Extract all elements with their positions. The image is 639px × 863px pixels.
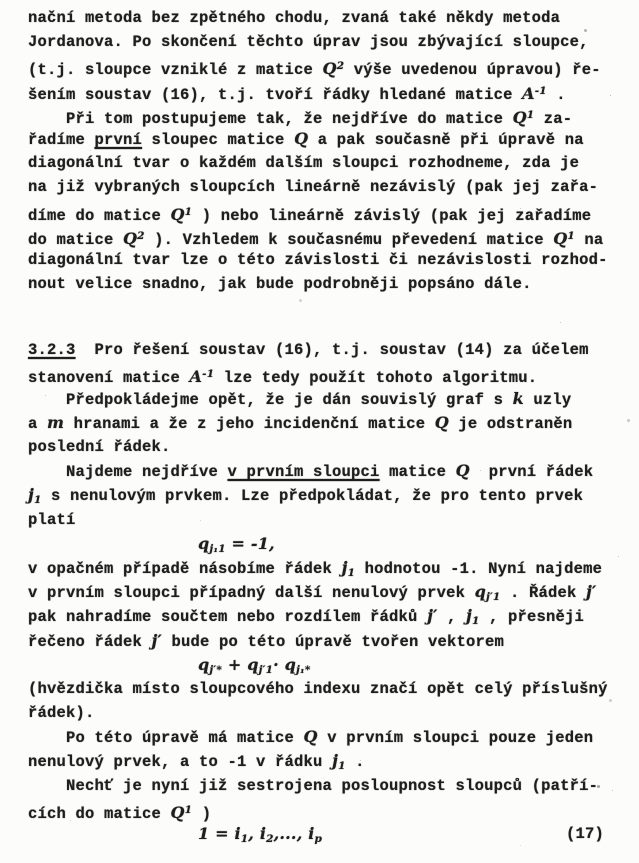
typed-text: Najdeme nejdříve xyxy=(66,463,228,482)
typed-text: diagonální tvar o každém dalším sloupci rozhodneme, zda je xyxy=(28,154,580,173)
text-line xyxy=(28,54,626,78)
typed-text: nenulový prvek, a to -1 v řádku xyxy=(28,753,333,772)
handwritten-symbol: 1 xyxy=(184,205,193,218)
formula-line xyxy=(28,822,626,846)
typed-text: Nechť je nyní již sestrojena posloupnost sloupců (patří- xyxy=(66,776,599,795)
typed-text: platí xyxy=(28,510,76,529)
typed-text: Předpokládejme opět, že je dán souvislý graf s xyxy=(66,390,513,409)
handwritten-symbol: k xyxy=(512,388,524,408)
underlined-text: první xyxy=(94,130,143,149)
handwritten-symbol: q xyxy=(198,533,210,553)
handwritten-symbol: Q xyxy=(322,59,337,79)
handwritten-symbol: j xyxy=(466,606,473,626)
text-line xyxy=(28,411,626,435)
handwritten-symbol: j xyxy=(28,485,34,505)
text-line xyxy=(28,6,626,30)
typed-text: . xyxy=(345,753,365,772)
handwritten-symbol: 1 xyxy=(240,833,249,845)
typed-text: cích do matice xyxy=(28,804,171,823)
text-line xyxy=(28,338,626,362)
handwritten-symbol: Q xyxy=(303,727,318,747)
handwritten-symbol: j′1 xyxy=(258,663,274,676)
text-line xyxy=(28,749,626,773)
typed-text: první řádek xyxy=(469,463,594,482)
typed-text: Při tom postupujeme tak, že nejdříve do matice xyxy=(66,109,513,128)
handwritten-symbol: q xyxy=(247,654,259,674)
text-line xyxy=(28,774,626,798)
handwritten-symbol: 1 xyxy=(347,566,356,579)
handwritten-symbol: j xyxy=(332,751,339,771)
typed-text: je odstraněn xyxy=(448,414,573,433)
text-line xyxy=(28,224,626,248)
typed-text: hodnotou -1. Nyní najdeme xyxy=(355,559,603,578)
text-line xyxy=(28,459,626,483)
typed-text: s nenulovým prvkem. Lze předpokládat, že pro tento prvek xyxy=(41,487,584,506)
handwritten-symbol: 2 xyxy=(336,60,345,73)
text-line xyxy=(28,200,626,224)
text-line xyxy=(28,483,626,507)
typed-text: , přesněji xyxy=(479,608,585,627)
handwritten-symbol: j xyxy=(341,557,348,577)
text-line xyxy=(28,677,626,701)
handwritten-symbol: j′ xyxy=(585,582,597,602)
handwritten-symbol: Q xyxy=(294,128,309,148)
typed-text: stanovení matice xyxy=(28,369,190,388)
typed-text: Po této úpravě má matice xyxy=(66,729,304,748)
typed-text: lze tedy použít tohoto algoritmu. xyxy=(214,369,538,388)
handwritten-symbol: 1 xyxy=(472,615,480,628)
text-line xyxy=(28,580,626,604)
typed-text: a xyxy=(28,414,48,433)
text-line xyxy=(28,798,626,822)
typed-text: řečeno řádek xyxy=(28,632,152,651)
underlined-text: 3.2.3 xyxy=(28,341,76,360)
text-line xyxy=(28,248,626,272)
handwritten-symbol: 2 xyxy=(266,833,274,845)
text-line xyxy=(28,556,626,580)
handwritten-symbol: j′ xyxy=(151,630,162,650)
handwritten-symbol: p xyxy=(314,833,323,845)
text-line xyxy=(28,151,626,175)
typed-text: pak nahradíme součtem nebo rozdílem řádků xyxy=(28,608,428,627)
handwritten-symbol: · xyxy=(273,654,285,674)
underlined-text: v prvním sloupci xyxy=(227,463,380,482)
text-line xyxy=(28,629,626,653)
handwritten-symbol: q xyxy=(474,582,486,602)
typed-text: ). Vzhledem k současnému převedení matice xyxy=(144,230,554,249)
handwritten-symbol: j′* xyxy=(209,663,223,676)
text-line xyxy=(28,701,626,725)
typed-text: v prvním sloupci případný další nenulový prvek xyxy=(28,584,475,603)
scan-noise xyxy=(0,0,1,1)
handwritten-symbol: q xyxy=(284,654,297,674)
typed-text: bude po této úpravě tvořen vektorem xyxy=(161,632,505,651)
typed-text: Pro řešení soustav (16), t.j. soustav (14) za účelem xyxy=(75,341,589,360)
handwritten-symbol: j′1 xyxy=(485,591,501,604)
handwritten-symbol: 1 xyxy=(338,760,346,773)
typed-text: do matice xyxy=(28,230,124,249)
text-line xyxy=(28,362,626,386)
handwritten-symbol: , i xyxy=(248,824,267,843)
typed-text: nační metoda bez zpětného chodu, zvaná také někdy metoda xyxy=(28,9,561,27)
handwritten-symbol: -1 xyxy=(534,84,547,97)
handwritten-symbol: Q xyxy=(434,412,449,432)
text-line xyxy=(28,435,626,459)
handwritten-symbol: j₁1 xyxy=(209,542,226,555)
handwritten-symbol: q xyxy=(198,654,210,674)
handwritten-symbol: j₁* xyxy=(296,663,311,676)
handwritten-symbol: A xyxy=(522,83,535,103)
text-line xyxy=(28,103,626,127)
handwritten-symbol: 1 xyxy=(526,108,535,121)
typed-text: na již vybraných sloupcích lineárně nezávislý (pak jej zařa- xyxy=(28,178,599,197)
handwritten-symbol: Q xyxy=(553,228,568,248)
handwritten-symbol: 1 xyxy=(567,229,575,242)
typed-text: ) xyxy=(192,804,212,823)
handwritten-symbol: = -1, xyxy=(225,533,275,553)
typed-text: poslední řádek. xyxy=(28,438,171,456)
handwritten-symbol: Q xyxy=(123,228,138,248)
typed-text: šením soustav (16), t.j. tvoří řádky hledané matice xyxy=(28,85,523,104)
typed-text: hranami a že z jeho incidenční matice xyxy=(64,414,435,433)
typed-text: v prvním sloupci pouze jeden xyxy=(317,729,594,748)
text-line xyxy=(28,272,626,296)
typed-text: , xyxy=(437,608,467,627)
typed-text: na xyxy=(574,230,604,249)
text-line xyxy=(28,508,626,532)
typed-text: výše uvedenou úpravou) ře- xyxy=(344,61,601,80)
typed-text: a pak současně při úpravě na xyxy=(308,130,584,149)
handwritten-symbol: ,..., i xyxy=(273,824,315,843)
typed-text: uzly xyxy=(523,390,572,409)
typed-text: matice xyxy=(379,463,456,482)
typed-text: . xyxy=(546,85,566,104)
typed-text: díme do matice xyxy=(28,206,171,225)
typed-text: diagonální tvar lze o této závislosti či nezávislosti rozhod- xyxy=(28,250,608,269)
handwritten-symbol: -1 xyxy=(202,368,215,381)
text-line xyxy=(28,127,626,151)
handwritten-symbol: Q xyxy=(455,461,470,481)
typed-text: (hvězdička místo sloupcového indexu značí opět celý příslušný xyxy=(28,679,608,698)
handwritten-symbol: 2 xyxy=(137,229,145,242)
typed-text: řádek). xyxy=(28,704,95,723)
typed-text: v opačném případě násobíme řádek xyxy=(28,559,342,578)
handwritten-symbol: 1 xyxy=(184,803,193,816)
typed-text: za- xyxy=(534,109,573,128)
document-text xyxy=(28,6,626,846)
formula-line xyxy=(28,532,626,556)
equation-number: (17) xyxy=(565,825,604,843)
text-line xyxy=(28,79,626,103)
typed-text: nout velice snadno, jak bude podrobněji popsáno dále. xyxy=(28,275,532,294)
text-line xyxy=(28,604,626,628)
typed-text: . Řádek xyxy=(500,584,586,603)
handwritten-symbol: j′ xyxy=(427,606,438,626)
handwritten-symbol: m xyxy=(47,412,65,432)
handwritten-symbol: Q xyxy=(512,107,527,127)
typed-text: Jordanova. Po skončení těchto úprav jsou zbývající sloupce, xyxy=(28,33,589,52)
handwritten-symbol: Q xyxy=(170,204,185,224)
typed-text: sloupec matice xyxy=(142,130,295,149)
handwritten-symbol: 1 xyxy=(34,494,42,507)
text-line xyxy=(28,387,626,411)
handwritten-symbol: Q xyxy=(170,802,185,822)
typed-text: ) nebo lineárně závislý (pak jej zařadíme xyxy=(192,206,592,225)
handwritten-symbol: + xyxy=(222,654,248,674)
typed-text: (t.j. sloupce vzniklé z matice xyxy=(28,61,323,80)
text-line xyxy=(28,30,626,54)
handwritten-symbol: 1 = i xyxy=(198,824,241,843)
text-line xyxy=(28,175,626,199)
text-line xyxy=(28,725,626,749)
formula-line xyxy=(28,653,626,677)
typed-text: řadíme xyxy=(28,130,95,149)
handwritten-symbol: A xyxy=(189,367,203,387)
